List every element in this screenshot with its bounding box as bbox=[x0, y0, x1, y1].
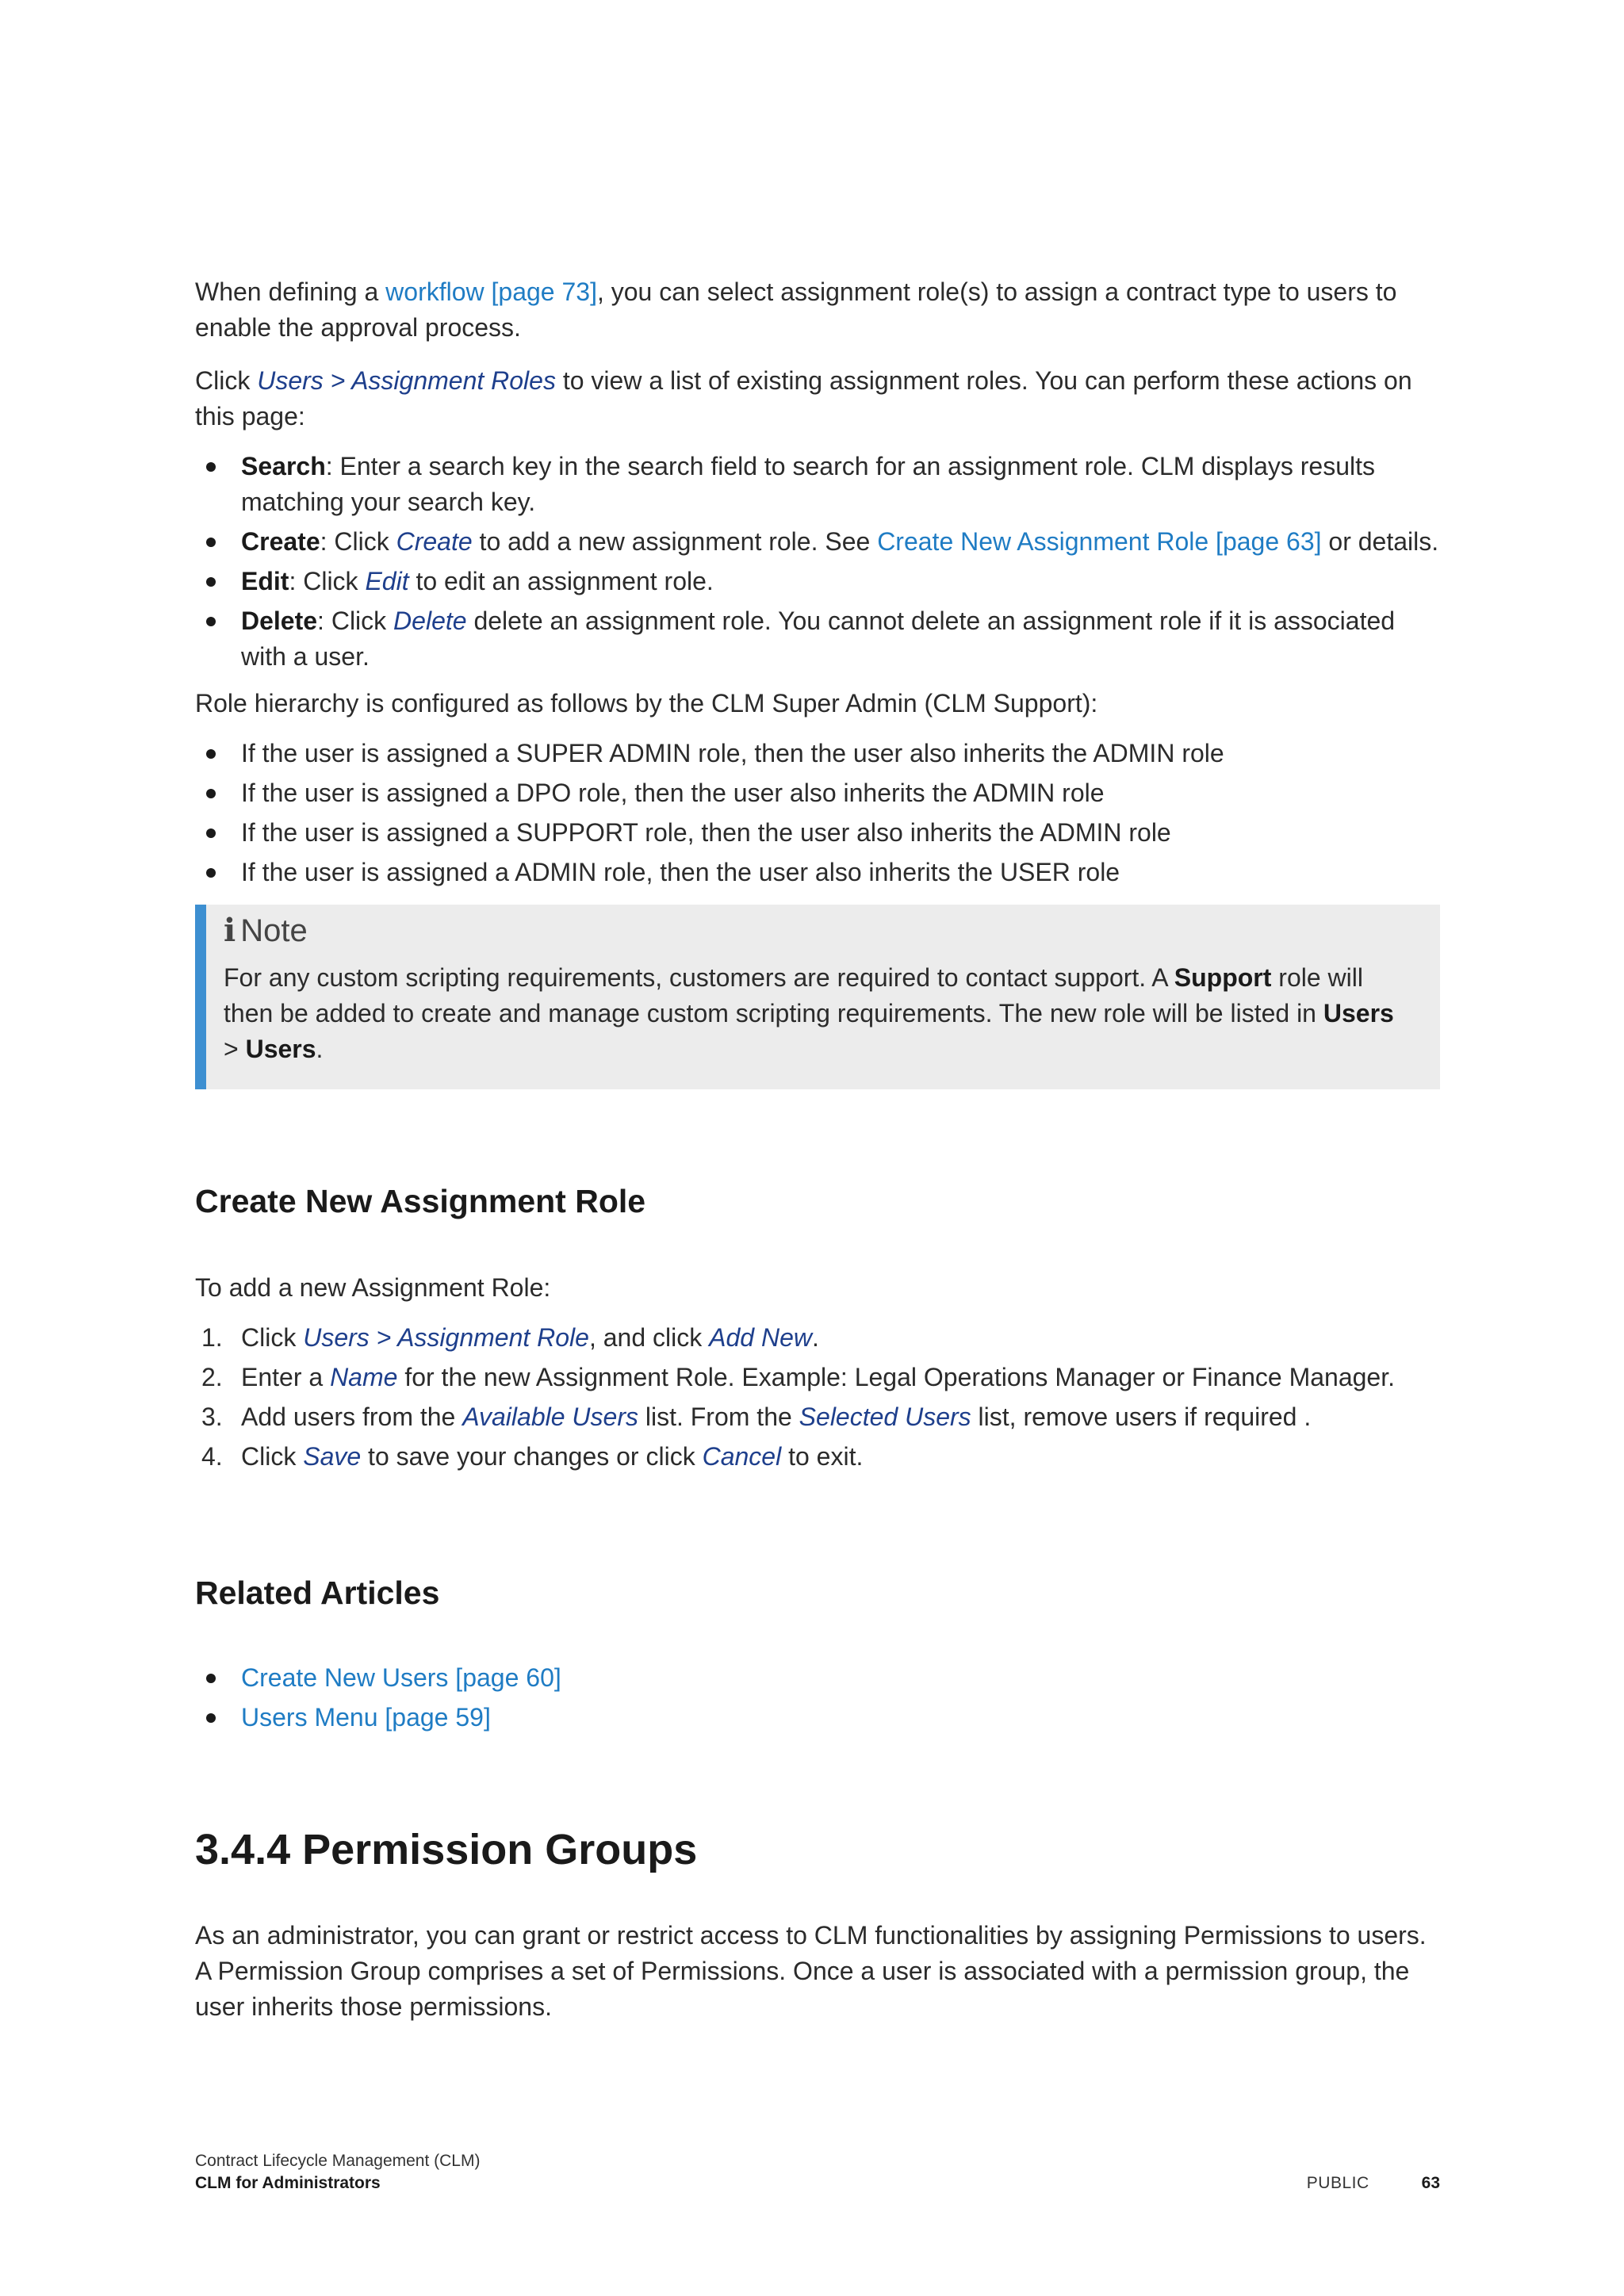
note-title-text: Note bbox=[240, 913, 308, 948]
ui-create: Create bbox=[396, 527, 473, 556]
create-role-heading: Create New Assignment Role bbox=[195, 1183, 646, 1219]
step-text: , and click bbox=[588, 1323, 710, 1352]
step-number: 3. bbox=[201, 1402, 223, 1431]
delete-desc-end: delete an assignment role. You cannot delete an assignment role if it is associated with a user. bbox=[241, 607, 1396, 671]
step-item bbox=[195, 1360, 1440, 1395]
term-search: Search bbox=[241, 452, 326, 480]
list-item: If the user is assigned a DPO role, then the user also inherits the ADMIN role bbox=[195, 775, 1440, 811]
intro-paragraph bbox=[195, 274, 1440, 346]
ui-selected-users: Selected Users bbox=[799, 1402, 971, 1431]
list-item: If the user is assigned a SUPER ADMIN role, then the user also inherits the ADMIN role bbox=[195, 736, 1440, 771]
step-text: Add users from the bbox=[241, 1402, 463, 1431]
assignment-roles-paragraph bbox=[195, 363, 1440, 434]
create-desc: : Click bbox=[320, 527, 396, 556]
ui-delete: Delete bbox=[393, 607, 467, 635]
page-footer bbox=[195, 2150, 1440, 2195]
term-create: Create bbox=[241, 527, 320, 556]
create-role-link[interactable]: Create New Assignment Role [page 63] bbox=[877, 527, 1322, 556]
list-item bbox=[195, 1700, 1440, 1735]
hierarchy-intro: Role hierarchy is configured as follows by the CLM Super Admin (CLM Support): bbox=[195, 689, 1098, 718]
delete-desc: : Click bbox=[317, 607, 394, 635]
page-number: 63 bbox=[1421, 2174, 1440, 2192]
note-bold-users: Users bbox=[1323, 999, 1394, 1027]
ui-name: Name bbox=[330, 1363, 398, 1391]
note-text-part: > bbox=[224, 1035, 246, 1063]
list-item bbox=[195, 603, 1440, 675]
ui-add-new: Add New bbox=[709, 1323, 812, 1352]
step-item bbox=[195, 1320, 1440, 1356]
step-text: . bbox=[811, 1323, 819, 1352]
ui-available-users: Available Users bbox=[462, 1402, 638, 1431]
create-intro: To add a new Assignment Role: bbox=[195, 1273, 551, 1302]
step-item bbox=[195, 1439, 1440, 1475]
ui-cancel: Cancel bbox=[702, 1442, 782, 1471]
step-number: 2. bbox=[201, 1363, 223, 1391]
step-number: 1. bbox=[201, 1323, 223, 1352]
step-text: list, remove users if required . bbox=[971, 1402, 1312, 1431]
info-icon: i bbox=[224, 912, 236, 949]
ui-save: Save bbox=[303, 1442, 362, 1471]
hierarchy-list bbox=[195, 736, 1440, 890]
note-text-part: For any custom scripting requirements, customers are required to contact support. A bbox=[224, 963, 1174, 992]
ui-path-assignment-role: Users > Assignment Role bbox=[303, 1323, 589, 1352]
note-text bbox=[224, 960, 1408, 1067]
create-desc-mid: to add a new assignment role. See bbox=[472, 527, 878, 556]
list-item bbox=[195, 1660, 1440, 1696]
edit-desc: : Click bbox=[289, 567, 366, 595]
permission-groups-text: As an administrator, you can grant or restrict access to CLM functionalities by assigning Permissions to users. A Permission Group comprises a set of Permissions. Once a user is associated with a permission group, the user inherits those permissions. bbox=[195, 1921, 1427, 2021]
step-number: 4. bbox=[201, 1442, 223, 1471]
workflow-link[interactable]: workflow [page 73] bbox=[385, 277, 597, 306]
edit-desc-end: to edit an assignment role. bbox=[408, 567, 714, 595]
related-link-create-new-users[interactable]: Create New Users [page 60] bbox=[241, 1663, 561, 1692]
related-articles-heading: Related Articles bbox=[195, 1575, 440, 1611]
steps-list bbox=[195, 1320, 1440, 1475]
classification-label: PUBLIC bbox=[1306, 2174, 1369, 2192]
list-item: If the user is assigned a SUPPORT role, then the user also inherits the ADMIN role bbox=[195, 815, 1440, 851]
note-bold-support: Support bbox=[1174, 963, 1272, 992]
step-text: to exit. bbox=[781, 1442, 864, 1471]
related-link-users-menu[interactable]: Users Menu [page 59] bbox=[241, 1703, 491, 1732]
note-bold-users: Users bbox=[245, 1035, 316, 1063]
footer-right bbox=[1307, 2172, 1440, 2195]
create-desc-end: or details. bbox=[1321, 527, 1439, 556]
step-text: list. From the bbox=[638, 1402, 799, 1431]
ui-edit: Edit bbox=[365, 567, 409, 595]
search-desc: : Enter a search key in the search field to search for an assignment role. CLM displays results matching your search key. bbox=[241, 452, 1376, 516]
ui-path-assignment-roles: Users > Assignment Roles bbox=[257, 366, 556, 395]
step-text: Click bbox=[241, 1442, 304, 1471]
step-text: Click bbox=[241, 1323, 304, 1352]
step-text: for the new Assignment Role. Example: Legal Operations Manager or Finance Manager. bbox=[397, 1363, 1395, 1391]
click-text: Click bbox=[195, 366, 258, 395]
term-delete: Delete bbox=[241, 607, 318, 635]
click-text-end: to view a list of existing assignment roles. You can perform these actions on this page: bbox=[195, 366, 1412, 430]
step-text: Enter a bbox=[241, 1363, 331, 1391]
list-item bbox=[195, 449, 1440, 520]
note-title bbox=[224, 909, 1408, 952]
intro-text-end: , you can select assignment role(s) to assign a contract type to users to enable the approval process. bbox=[195, 277, 1397, 342]
actions-list bbox=[195, 449, 1440, 675]
note-text-part: role will then be added to create and manage custom scripting requirements. The new role will be listed in bbox=[224, 963, 1363, 1027]
list-item bbox=[195, 564, 1440, 599]
note-box bbox=[195, 905, 1440, 1089]
list-item: If the user is assigned a ADMIN role, then the user also inherits the USER role bbox=[195, 855, 1440, 890]
step-item bbox=[195, 1399, 1440, 1435]
step-text: to save your changes or click bbox=[361, 1442, 703, 1471]
intro-text: When defining a bbox=[195, 277, 386, 306]
list-item bbox=[195, 524, 1440, 560]
footer-doc-subtitle: CLM for Administrators bbox=[195, 2174, 381, 2192]
related-links-list bbox=[195, 1660, 1440, 1735]
note-text-part: . bbox=[316, 1035, 324, 1063]
permission-groups-heading: 3.4.4 Permission Groups bbox=[195, 1826, 698, 1873]
page-content bbox=[195, 274, 1440, 2025]
footer-doc-title: Contract Lifecycle Management (CLM) bbox=[195, 2152, 481, 2170]
term-edit: Edit bbox=[241, 567, 289, 595]
